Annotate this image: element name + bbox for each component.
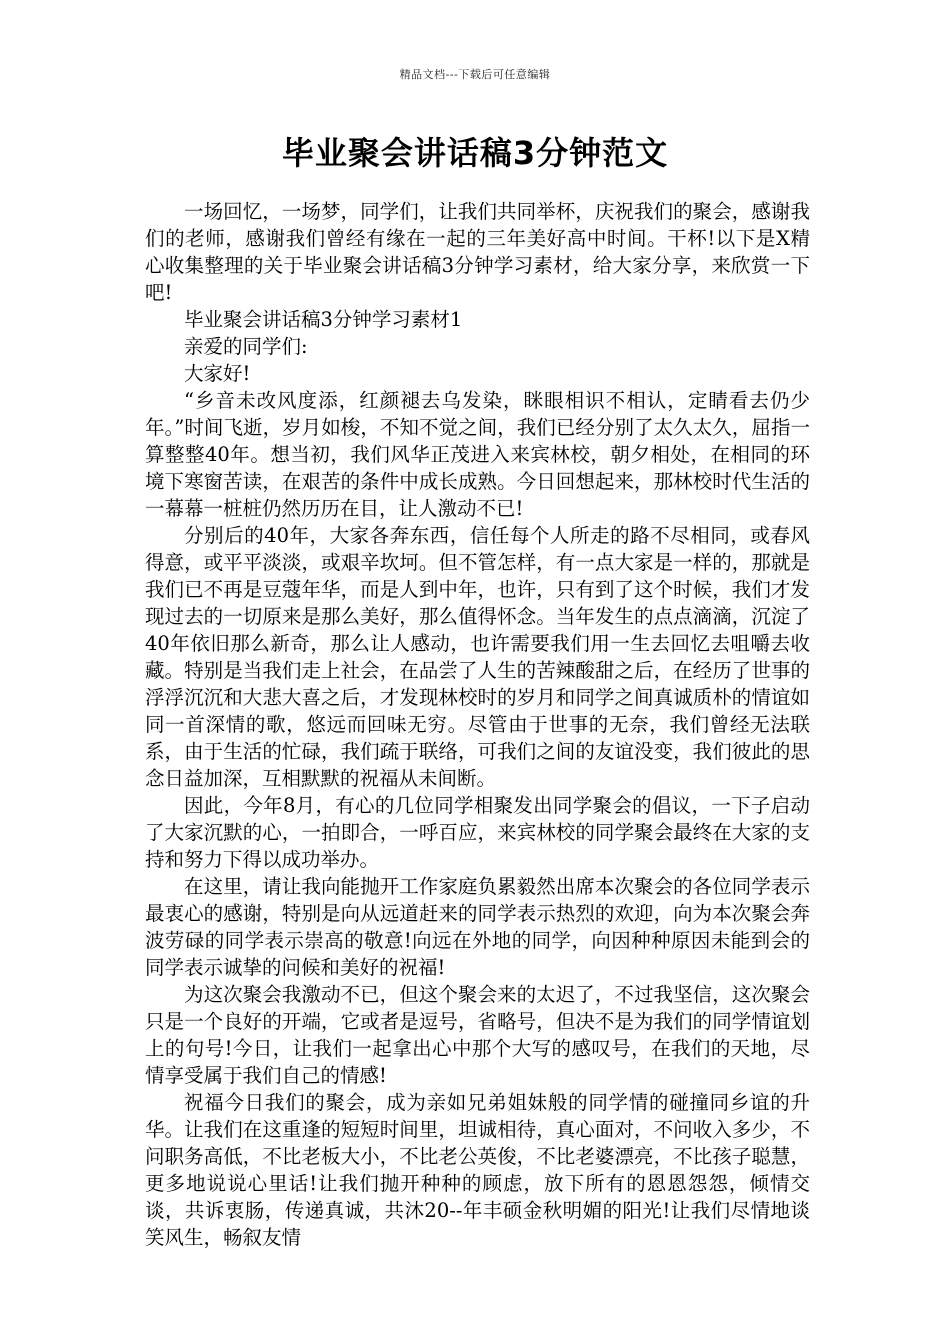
salutation: 亲爱的同学们: (184, 335, 308, 358)
document-title: 毕业聚会讲话稿3分钟范文 (281, 134, 669, 172)
paragraph-reunion-proposal: 因此，今年8月，有心的几位同学相聚发出同学聚会的倡议，一下子启动了大家沉默的心，一拍即合，一呼百应，来宾林校的同学聚会最终在大家的支持和努力下得以成功举办。 (145, 794, 810, 871)
document-body (145, 198, 810, 1251)
paragraph-40-years: 分别后的40年，大家各奔东西，信任每个人所走的路不尽相同，或春风得意，或平平淡淡，或艰辛坎坷。但不管怎样，有一点大家是一样的，那就是我们已不再是豆蔻年华，而是人到中年，也许，只有到了这个时候，我们才发现过去的一切原来是那么美好，那么值得怀念。当年发生的点点滴滴，沉淀了40年依旧那么新奇，那么让人感动，也许需要我们用一生去回忆去咀嚼去收藏。特别是当我们走上社会，在品尝了人生的苦辣酸甜之后，在经历了世事的浮浮沉沉和大悲大喜之后，才发现林校时的岁月和同学之间真诚质朴的情谊如同一首深情的歌，悠远而回味无穷。尽管由于世事的无奈，我们曾经无法联系，由于生活的忙碌，我们疏于联络，可我们之间的友谊没变，我们彼此的思念日益加深，互相默默的祝福从未间断。 (145, 524, 810, 790)
paragraph-blessing: 祝福今日我们的聚会，成为亲如兄弟姐妹般的同学情的碰撞同乡谊的升华。让我们在这重逢的短短时间里，坦诚相待，真心面对，不问收入多少，不问职务高低，不比老板大小，不比老公英俊，不比老婆漂亮，不比孩子聪慧，更多地说说心里话!让我们抛开种种的顾虑，放下所有的恩恩怨怨，倾情交谈，共诉衷肠，传递真诚，共沐20--年丰硕金秋明媚的阳光!让我们尽情地谈笑风生，畅叙友情 (145, 1091, 810, 1249)
paragraph-thanks: 在这里，请让我向能抛开工作家庭负累毅然出席本次聚会的各位同学表示最衷心的感谢，特别是向从远道赶来的同学表示热烈的欢迎，向为本次聚会奔波劳碌的同学表示崇高的敬意!向远在外地的同学，向因种种原因未能到会的同学表示诚挚的问候和美好的祝福! (145, 875, 810, 979)
greeting: 大家好! (184, 362, 251, 385)
page-header: 精品文档---下载后可任意编辑 (399, 68, 551, 81)
paragraph-exclamation: 为这次聚会我激动不已，但这个聚会来的太迟了，不过我坚信，这次聚会只是一个良好的开端，它或者是逗号，省略号，但决不是为我们的同学情谊划上的句号!今日，让我们一起拿出心中那个大写的感叹号，在我们的天地，尽情享受属于我们自己的情感! (145, 983, 810, 1087)
section-heading: 毕业聚会讲话稿3分钟学习素材1 (184, 308, 463, 331)
paragraph-intro: 一场回忆，一场梦，同学们，让我们共同举杯，庆祝我们的聚会，感谢我们的老师，感谢我们曾经有缘在一起的三年美好高中时间。干杯!以下是X精心收集整理的关于毕业聚会讲话稿3分钟学习素材，给大家分享，来欣赏一下吧! (145, 200, 810, 304)
paragraph-poem: “乡音未改风度添，红颜褪去乌发染，眯眼相识不相认，定睛看去仍少年。”时间飞逝，岁月如梭，不知不觉之间，我们已经分别了太久太久，屈指一算整整40年。想当初，我们风华正茂进入来宾林校，朝夕相处，在相同的环境下寒窗苦读，在艰苦的条件中成长成熟。今日回想起来，那林校时代生活的一幕幕一桩桩仍然历历在目，让人激动不已! (145, 389, 810, 520)
